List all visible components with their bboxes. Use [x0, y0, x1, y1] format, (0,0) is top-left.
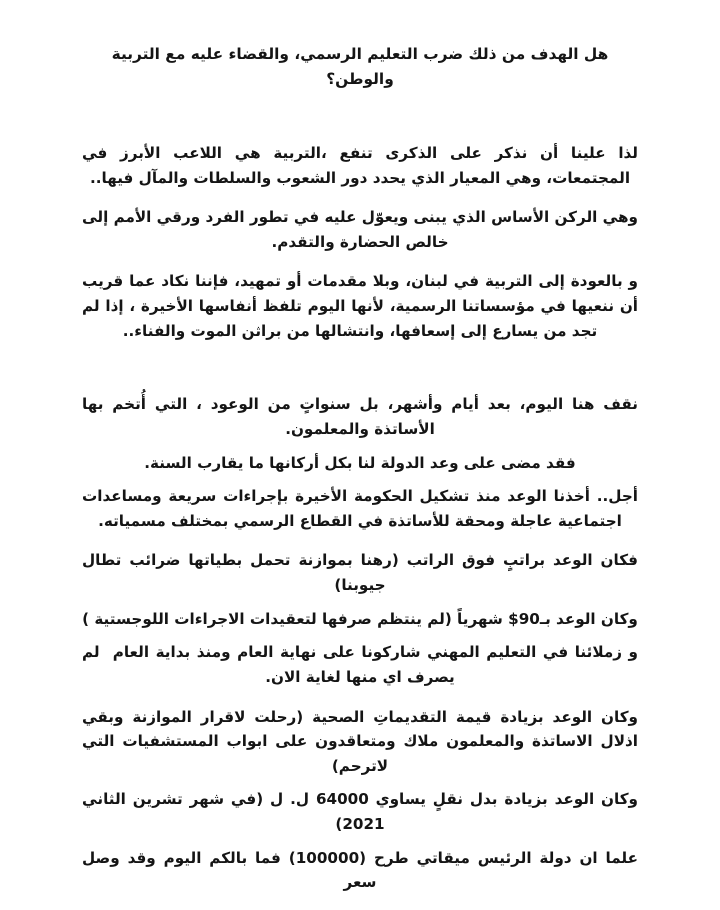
spacer: [82, 693, 638, 705]
spacer: [82, 257, 638, 269]
heading-question: هل الهدف من ذلك ضرب التعليم الرسمي، والقضاء عليه مع التربية والوطن؟: [106, 45, 609, 88]
paragraph-7: فكان الوعد براتبٍ فوق الراتب (رهنا بموازنة تحمل بطياتها ضرائب تطال جيوبنا): [76, 551, 638, 595]
spacer: [82, 536, 638, 548]
spacer: [82, 95, 638, 141]
paragraph-11: وكان الوعد بزيادة بدل نقلٍ يساوي 64000 ل. ل (في شهر تشرين الثاني 2021): [76, 790, 638, 834]
paragraph-9: و زملائنا في التعليم المهني شاركونا على نهاية العام ومنذ بداية العام لم يصرف اي منها لغاية الان.: [76, 643, 638, 686]
paragraph-2: وهي الركن الأساس الذي يبنى ويعوّل عليه في تطور الفرد ورقي الأمم إلى خالص الحضارة والتقدم.: [76, 208, 638, 251]
paragraph-1: لذا علينا أن نذكر على الذكرى تنفع ،التربية هي اللاعب الأبرز في المجتمعات، وهي المعيار الذي يحدد دور الشعوب والسلطات والمآل فيها..: [76, 143, 638, 187]
paragraph-5: فقد مضى على وعد الدولة لنا بكل أركانها ما يقارب السنة.: [144, 453, 576, 472]
paragraph-10: وكان الوعد بزيادة قيمة التقديماتِ الصحية (رحلت لاقرار الموازنة وبقي اذلال الاساتذة والمعلمون ملاك ومتعاقدون على ابواب المستشفيات التي لاترحم): [76, 707, 638, 775]
paragraph-6: أجل.. أخذنا الوعد منذ تشكيل الحكومة الأخيرة بإجراءات سريعة ومساعدات اجتماعية عاجلة ومحقة للأساتذة في القطاع الرسمي بمختلف مسمياته.: [76, 487, 638, 530]
paragraph-8: وكان الوعد بـ90$ شهرياً (لم ينتظم صرفها لتعقيدات الاجراءات اللوجستية ): [82, 609, 638, 628]
spacer: [82, 346, 638, 392]
document-body: [76, 42, 639, 895]
spacer: [82, 193, 638, 205]
paragraph-4: نقف هنا اليوم، بعد أيام وأشهر، بل سنواتٍ من الوعود ، التي أُتخم بها الأساتذة والمعلمون.: [76, 395, 638, 438]
paragraph-12: علما ان دولة الرئيس ميقاتي طرح (100000) فما بالكم اليوم وقد وصل سعر: [76, 848, 639, 892]
paragraph-3: و بالعودة إلى التربية في لبنان، وبلا مقدمات أو تمهيد، فإننا نكاد عما قريب أن ننعيها في مؤسساتنا الرسمية، لأنها اليوم تلفظ أنفاسها الأخيرة ، إذا لم تجد من يسارع إلى إسعافها، وانتشالها من براثن الموت والفناء..: [76, 272, 638, 340]
